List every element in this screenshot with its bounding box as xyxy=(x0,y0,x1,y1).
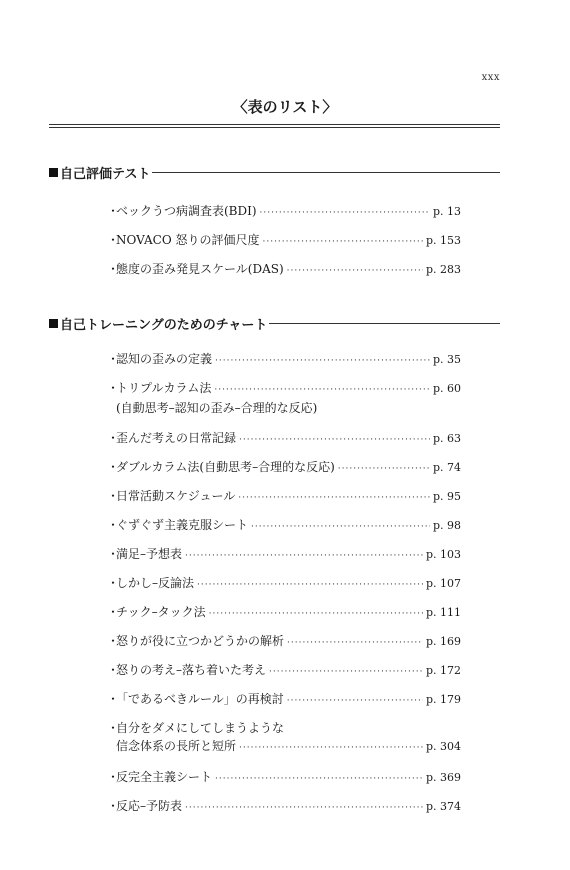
list-item xyxy=(107,661,461,681)
bullet: ・ xyxy=(107,576,120,590)
section-heading-label: 自己評価テスト xyxy=(60,167,151,182)
list-item xyxy=(107,797,461,817)
entry-page: p. 304 xyxy=(425,740,461,753)
bullet: ・ xyxy=(107,460,120,474)
entry-title: NOVACO 怒りの評価尺度 xyxy=(116,233,260,247)
bullet: ・ xyxy=(107,204,120,218)
entry-page: p. 111 xyxy=(425,606,461,619)
bullet: ・ xyxy=(107,381,120,395)
heading-rule xyxy=(152,172,500,173)
dot-leader xyxy=(239,431,430,449)
entry-page: p. 369 xyxy=(425,771,461,784)
list-item xyxy=(107,768,461,788)
list-item xyxy=(107,458,461,478)
black-square-icon xyxy=(49,319,58,328)
entry-page: p. 153 xyxy=(425,234,461,247)
entry-page: p. 374 xyxy=(425,800,461,813)
black-square-icon xyxy=(49,168,58,177)
entry-subtitle: (自動思考–認知の歪み–合理的な反応) xyxy=(116,401,318,415)
entry-title: ベックうつ病調査表(BDI) xyxy=(116,204,257,218)
dot-leader xyxy=(262,233,422,251)
section-heading-label: 自己トレーニングのためのチャート xyxy=(60,318,268,333)
entry-page: p. 107 xyxy=(425,577,461,590)
entry-page: p. 179 xyxy=(425,693,461,706)
list-item xyxy=(107,603,461,623)
title-rule-top xyxy=(49,124,500,125)
list-item xyxy=(107,690,461,710)
bullet: ・ xyxy=(107,233,120,247)
entry-title: 自分をダメにしてしまうような xyxy=(116,721,285,735)
list-item xyxy=(107,202,461,222)
dot-leader xyxy=(238,489,430,507)
entry-page: p. 283 xyxy=(425,263,461,276)
dot-leader xyxy=(209,605,423,623)
list-item xyxy=(107,379,461,417)
bullet: ・ xyxy=(107,721,120,735)
entry-title: 認知の歪みの定義 xyxy=(116,352,213,366)
entry-page: p. 95 xyxy=(432,490,461,503)
entry-title: ダブルカラム法(自動思考–合理的な反応) xyxy=(116,460,335,474)
list-item xyxy=(107,719,461,757)
dot-leader xyxy=(215,770,423,788)
title-rule-bottom xyxy=(49,127,500,128)
entry-title: トリプルカラム法 xyxy=(116,381,212,395)
dot-leader xyxy=(251,518,430,536)
entry-page: p. 13 xyxy=(432,205,461,218)
entry-title: 「であるべきルール」の再検討 xyxy=(116,692,284,706)
list-item xyxy=(107,429,461,449)
bullet: ・ xyxy=(107,489,120,503)
list-item xyxy=(107,574,461,594)
bullet: ・ xyxy=(107,770,120,784)
entry-page: p. 35 xyxy=(432,353,461,366)
dot-leader xyxy=(260,204,430,222)
entry-page: p. 60 xyxy=(432,382,461,395)
entry-title: 歪んだ考えの日常記録 xyxy=(116,431,237,445)
page-number: xxx xyxy=(481,72,500,83)
entry-page: p. 98 xyxy=(432,519,461,532)
bullet: ・ xyxy=(107,692,120,706)
dot-leader xyxy=(239,739,423,757)
list-item xyxy=(107,516,461,536)
entry-title: しかし–反論法 xyxy=(116,576,195,590)
bullet: ・ xyxy=(107,547,120,561)
bullet: ・ xyxy=(107,605,120,619)
dot-leader xyxy=(338,460,430,478)
bullet: ・ xyxy=(107,352,120,366)
entry-title: ぐずぐず主義克服シート xyxy=(116,518,249,532)
list-item xyxy=(107,260,461,280)
bullet: ・ xyxy=(107,663,120,677)
entry-title: 反応–予防表 xyxy=(116,799,183,813)
list-item xyxy=(107,632,461,652)
list-item xyxy=(107,231,461,251)
dot-leader xyxy=(215,352,430,370)
bullet: ・ xyxy=(107,799,120,813)
dot-leader xyxy=(287,262,423,280)
entry-title: チック–タック法 xyxy=(116,605,206,619)
entry-title-continuation: 信念体系の長所と短所 xyxy=(116,739,237,753)
entry-title: 怒りの考え–落ち着いた考え xyxy=(116,663,267,677)
dot-leader xyxy=(185,547,423,565)
bullet: ・ xyxy=(107,518,120,532)
entry-title: 態度の歪み発見スケール(DAS) xyxy=(116,262,284,276)
list-item xyxy=(107,545,461,565)
section-heading-self-assessment xyxy=(49,163,500,182)
entry-page: p. 74 xyxy=(432,461,461,474)
entry-title: 反完全主義シート xyxy=(116,770,213,784)
entry-title: 日常活動スケジュール xyxy=(116,489,236,503)
page-title: 〈表のリスト〉 xyxy=(232,98,338,116)
list-item xyxy=(107,487,461,507)
dot-leader xyxy=(269,663,423,681)
entry-title: 満足–予想表 xyxy=(116,547,183,561)
dot-leader xyxy=(185,799,423,817)
entry-page: p. 63 xyxy=(432,432,461,445)
dot-leader xyxy=(197,576,423,594)
entry-page: p. 169 xyxy=(425,635,461,648)
bullet: ・ xyxy=(107,634,120,648)
section-heading-training-charts xyxy=(49,314,500,333)
bullet: ・ xyxy=(107,262,120,276)
entry-page: p. 172 xyxy=(425,664,461,677)
dot-leader xyxy=(214,381,430,399)
entry-page: p. 103 xyxy=(425,548,461,561)
bullet: ・ xyxy=(107,431,120,445)
list-item xyxy=(107,350,461,370)
dot-leader xyxy=(287,692,423,710)
entry-title: 怒りが役に立つかどうかの解析 xyxy=(116,634,285,648)
dot-leader xyxy=(287,634,423,652)
heading-rule xyxy=(269,323,500,324)
